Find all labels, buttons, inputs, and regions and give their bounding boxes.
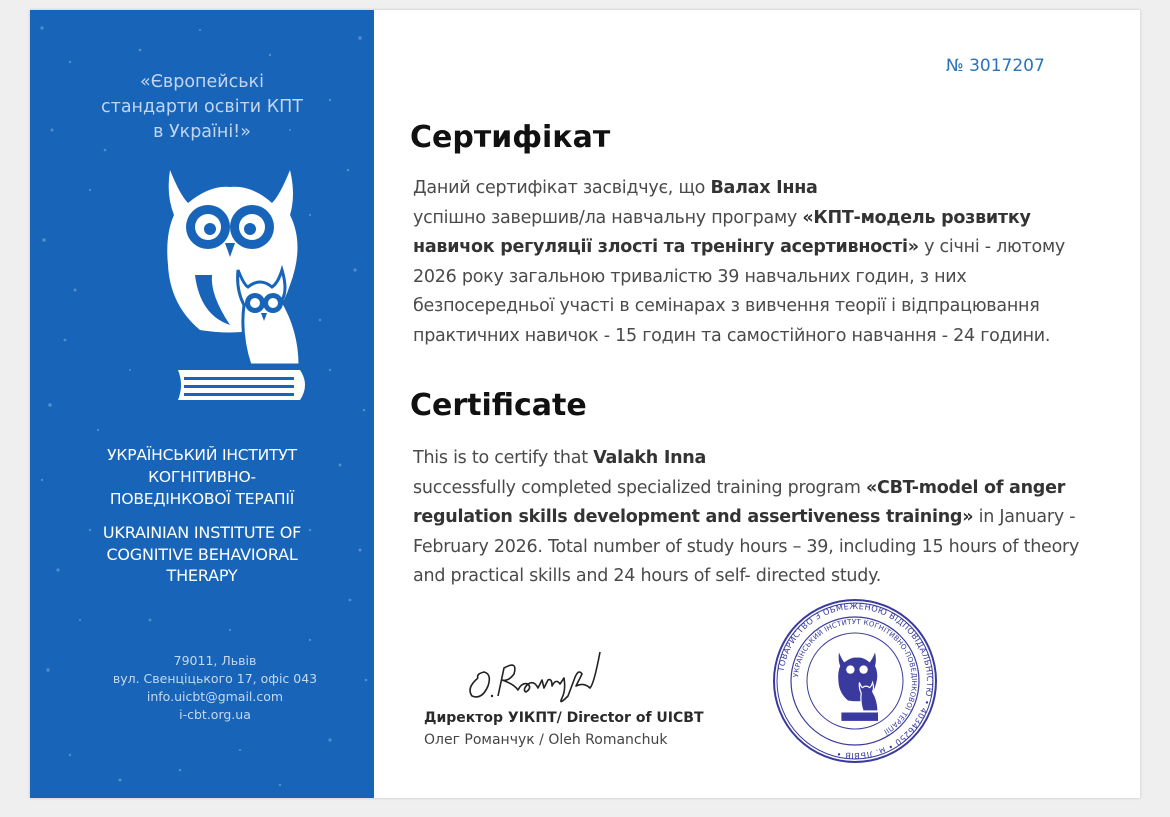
title-ua: Сертифікат	[410, 120, 611, 155]
recipient-name-en: Valakh Inna	[593, 448, 707, 468]
institute-name-en: UKRAINIAN INSTITUTE OF COGNITIVE BEHAVIORAL THERAPY	[102, 523, 302, 585]
recipient-name-ua: Валах Інна	[710, 178, 818, 198]
official-stamp	[770, 596, 940, 766]
website-line: i-cbt.org.ua	[179, 707, 251, 722]
director-name: Олег Романчук / Oleh Romanchuk	[424, 732, 668, 748]
program-name-ua: «КПТ-модель розвитку навичок регуляції злості та тренінгу асертивності»	[413, 207, 1031, 257]
svg-text:УКРАЇНСЬКИЙ ІНСТИТУТ КОГНІТИВН: УКРАЇНСЬКИЙ ІНСТИТУТ КОГНІТИВНО-ПОВЕДІНКОВОЇ ТЕРАПІЇ	[792, 617, 919, 736]
owl-logo-icon	[140, 165, 320, 415]
body-text-ua	[413, 174, 1103, 351]
title-en: Certificate	[410, 388, 587, 423]
certificate-page	[30, 10, 1140, 798]
details-en: in January - February 2026. Total number of study hours – 39, including 15 hours of theory and practical skills and 24 hours of self- directed study.	[413, 507, 1080, 586]
details-ua: у січні - лютому 2026 року загальною тривалістю 39 навчальних годин, з них безпосередньої участі в семінарах з вивчення теорії і відпрацювання практичних навичок - 15 годин та самостійного навчання - 24 години.	[413, 237, 1066, 346]
svg-text:ТОВАРИСТВО З ОБМЕЖЕНОЮ ВІДПОВІ: ТОВАРИСТВО З ОБМЕЖЕНОЮ ВІДПОВІДАЛЬНІСТЮ • 40346250 • м. ЛЬВІВ •	[775, 600, 936, 762]
contact-address	[90, 652, 340, 724]
completed-en: successfully completed specialized training program	[413, 477, 866, 498]
institute-name-ua: УКРАЇНСЬКИЙ ІНСТИТУТ КОГНІТИВНО- ПОВЕДІНКОВОЇ ТЕРАПІЇ	[107, 446, 297, 508]
certificate-number: № 3017207	[946, 56, 1045, 76]
intro-ua: Даний сертифікат засвідчує, що	[413, 178, 711, 198]
street-line: вул. Свенціцького 17, офіс 043	[112, 671, 318, 686]
body-text-en	[413, 444, 1103, 592]
sidebar-panel	[30, 10, 374, 798]
postal-line: 79011, Львів	[173, 653, 257, 668]
slogan-text: «Європейські стандарти освіти КПТ в Україні!»	[101, 72, 303, 142]
handwritten-signature	[458, 638, 608, 708]
director-role: Директор УІКПТ/ Director of UICBT	[424, 710, 704, 726]
completed-ua: успішно завершив/ла навчальну програму	[413, 207, 803, 228]
director-block	[424, 707, 704, 751]
intro-en: This is to certify that	[413, 448, 594, 468]
email-line: info.uicbt@gmail.com	[146, 689, 284, 704]
program-name-en: «CBT-model of anger regulation skills development and assertiveness training»	[413, 477, 1066, 527]
